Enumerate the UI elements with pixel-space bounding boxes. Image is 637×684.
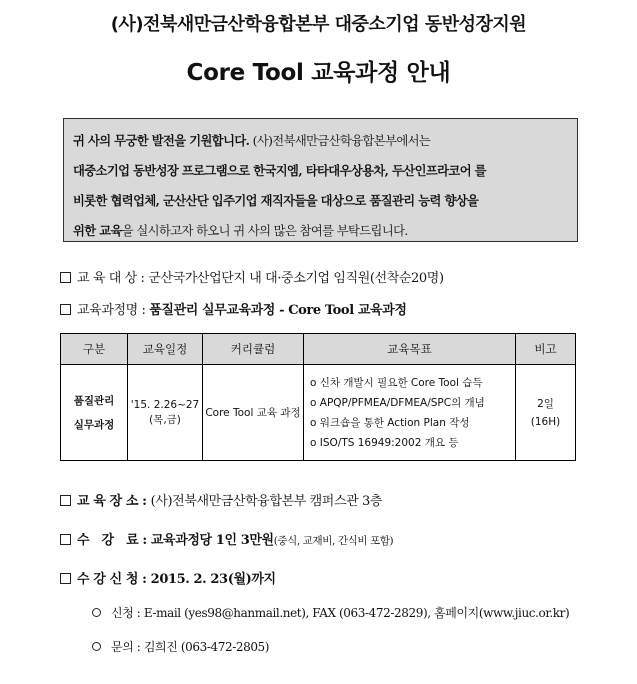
goal-item: o 신차 개발시 필요한 Core Tool 습득 (310, 376, 483, 389)
cell-note (516, 365, 576, 461)
note-days: 2일 (537, 397, 554, 410)
header-note: 비고 (516, 334, 576, 365)
schedule-days: (목,금) (149, 413, 181, 426)
schedule-date: '15. 2.26~27 (130, 398, 200, 411)
header-schedule: 교육일정 (128, 334, 203, 365)
target-row (60, 267, 444, 286)
intro-line2: 대중소기업 동반성장 프로그램으로 한국지엠, 타타대우상용차, 두산인프라코어 를 (73, 163, 486, 178)
cell-curriculum: Core Tool 교육 과정 (203, 365, 304, 461)
title-line-2: Core Tool 교육과정 안내 (186, 60, 451, 86)
goal-item: o APQP/PFMEA/DFMEA/SPC의 개념 (310, 396, 485, 409)
contact: 문의 : 김희진 (063-472-2805) (111, 640, 270, 654)
cell-category (61, 365, 128, 461)
apply-row (60, 568, 276, 587)
checkbox-icon (60, 272, 71, 283)
target-label: 교 육 대 상 : (77, 271, 149, 286)
note-hours: (16H) (530, 415, 561, 428)
course-name-value: 품질관리 실무교육과정 - Core Tool 교육과정 (149, 303, 407, 318)
checkbox-icon (60, 573, 71, 584)
table-row (61, 365, 576, 461)
goal-item: o 워크숍을 통한 Action Plan 작성 (310, 416, 470, 429)
header-goal: 교육목표 (304, 334, 516, 365)
course-name-label: 교육과정명 : (77, 303, 150, 318)
apply-label: 수 강 신 청 : (77, 572, 151, 587)
header-curriculum: 커리큘럼 (203, 334, 304, 365)
header-category: 구분 (61, 334, 128, 365)
location-value: (사)전북새만금산학융합본부 캠퍼스관 3층 (150, 494, 383, 509)
intro-line3: 비롯한 협력업체, 군산산단 입주기업 재직자들을 대상으로 품질관리 능력 향상을 (73, 193, 479, 208)
goal-item: o ISO/TS 16949:2002 개요 등 (310, 436, 459, 449)
intro-box (63, 118, 578, 242)
intro-greeting: 귀 사의 무궁한 발전을 기원합니다. (73, 133, 250, 148)
apply-method-row (92, 604, 569, 621)
target-value: 군산국가산업단지 내 대·중소기업 임직원(선착순20명) (148, 271, 444, 286)
intro-line4-bold: 위한 교육 (73, 223, 122, 238)
course-table (60, 333, 576, 461)
course-name-row (60, 299, 407, 318)
apply-method: 신청 : E-mail (yes98@hanmail.net), FAX (063-472-2829), 홈페이지(www.jiuc.or.kr) (111, 606, 570, 620)
fee-label: 수 강 료 : (77, 533, 151, 548)
location-row (60, 490, 382, 509)
fee-detail: (중식, 교재비, 간식비 포함) (273, 535, 394, 547)
cell-goals (304, 365, 516, 461)
intro-line4-rest: 을 실시하고자 하오니 귀 사의 많은 참여를 부탁드립니다. (121, 224, 408, 238)
fee-row (60, 529, 393, 548)
fee-value: 교육과정당 1인 3만원 (150, 533, 274, 548)
circle-bullet-icon (92, 642, 101, 651)
category-line: 품질관리 (73, 394, 115, 407)
checkbox-icon (60, 534, 71, 545)
category-line: 실무과정 (73, 418, 115, 431)
title-line-1: (사)전북새만금산학융합본부 대중소기업 동반성장지원 (110, 14, 527, 35)
location-label: 교 육 장 소 : (77, 494, 151, 509)
table-header-row (61, 334, 576, 365)
cell-schedule (128, 365, 203, 461)
contact-row (92, 638, 269, 655)
checkbox-icon (60, 304, 71, 315)
intro-line1-rest: (사)전북새만금산학융합본부에서는 (249, 134, 431, 148)
apply-value: 2015. 2. 23(월)까지 (150, 572, 276, 587)
circle-bullet-icon (92, 608, 101, 617)
checkbox-icon (60, 495, 71, 506)
